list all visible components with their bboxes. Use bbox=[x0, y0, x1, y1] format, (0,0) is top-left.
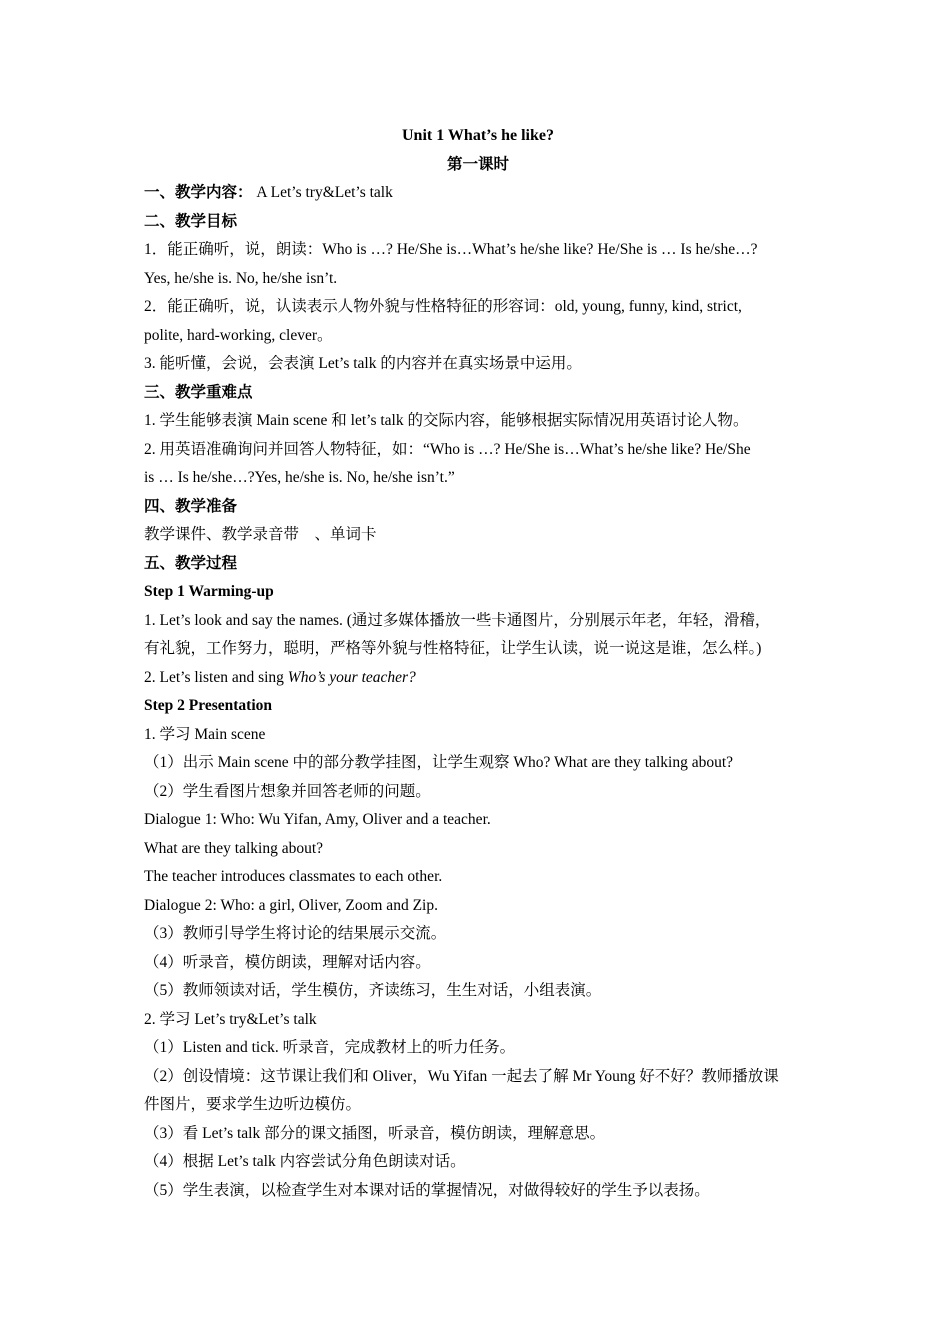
song-title: Who’s your teacher? bbox=[287, 668, 416, 686]
paragraph-line: （1）出示 Main scene 中的部分教学挂图，让学生观察 Who? What are they talking about? bbox=[144, 754, 734, 771]
paragraph-line: （4）根据 Let’s talk 内容尝试分角色朗读对话。 bbox=[144, 1153, 466, 1170]
section-heading: 四、教学准备 bbox=[144, 497, 238, 515]
section-teaching-content bbox=[144, 179, 812, 208]
section-heading: 二、教学目标 bbox=[144, 212, 238, 230]
paragraph-line: （3）看 Let’s talk 部分的课文插图，听录音，模仿朗读，理解意思。 bbox=[144, 1124, 606, 1142]
paragraph-line: （2）创设情境：这节课让我们和 Oliver，Wu Yifan 一起去了解 Mr Young 好不好？教师播放课 bbox=[144, 1067, 779, 1085]
section-heading: 一、教学内容： bbox=[144, 184, 253, 201]
paragraph-line: 2. 学习 Let’s try&Let’s talk bbox=[144, 1010, 317, 1028]
section-heading: 三、教学重难点 bbox=[144, 383, 253, 401]
paragraph-line: is … Is he/she…?Yes, he/she is. No, he/she isn’t.” bbox=[144, 469, 455, 486]
document-subtitle: 第一课时 bbox=[446, 155, 509, 173]
paragraph-line: （4）听录音，模仿朗读，理解对话内容。 bbox=[144, 953, 431, 971]
song-line bbox=[144, 664, 812, 693]
paragraph-line: （3）教师引导学生将讨论的结果展示交流。 bbox=[144, 925, 447, 942]
section-heading: 五、教学过程 bbox=[144, 554, 238, 572]
paragraph-line: 件图片，要求学生边听边模仿。 bbox=[144, 1096, 362, 1113]
paragraph-line: 1. Let’s look and say the names. (通过多媒体播放一些卡通图片，分别展示年老，年轻，滑稽， bbox=[144, 611, 771, 629]
paragraph-line: 1. 学习 Main scene bbox=[144, 725, 266, 743]
document-title: Unit 1 What’s he like? bbox=[401, 127, 554, 144]
paragraph-line: （2）学生看图片想象并回答老师的问题。 bbox=[144, 782, 431, 800]
paragraph-line: 教学课件、教学录音带 、单词卡 bbox=[144, 526, 377, 543]
paragraph-line: 1．能正确听，说，朗读：Who is …? He/She is…What’s he/she like? He/She is … Is he/she…? bbox=[144, 241, 758, 258]
paragraph-line: 1. 学生能够表演 Main scene 和 let’s talk 的交际内容，能够根据实际情况用英语讨论人物。 bbox=[144, 412, 749, 429]
paragraph-line: What are they talking about? bbox=[144, 839, 324, 857]
paragraph-line: Yes, he/she is. No, he/she isn’t. bbox=[144, 269, 338, 287]
section-text: A Let’s try&Let’s talk bbox=[252, 184, 393, 201]
paragraph-line: polite, hard-working, clever。 bbox=[144, 326, 333, 344]
paragraph-line: 有礼貌，工作努力，聪明，严格等外貌与性格特征，让学生认读，说一说这是谁，怎么样。) bbox=[144, 640, 762, 657]
paragraph-line: （5）学生表演，以检查学生对本课对话的掌握情况，对做得较好的学生予以表扬。 bbox=[144, 1181, 710, 1199]
paragraph-line: 3. 能听懂，会说，会表演 Let’s talk 的内容并在真实场景中运用。 bbox=[144, 355, 582, 372]
paragraph-line: The teacher introduces classmates to each other. bbox=[144, 868, 443, 885]
song-prefix: 2. Let’s listen and sing bbox=[144, 668, 288, 686]
paragraph-line: Dialogue 1: Who: Wu Yifan, Amy, Oliver and a teacher. bbox=[144, 811, 491, 828]
paragraph-line: Dialogue 2: Who: a girl, Oliver, Zoom and Zip. bbox=[144, 896, 438, 914]
document-body bbox=[144, 122, 812, 1205]
paragraph-line: 2. 用英语准确询问并回答人物特征，如：“Who is …? He/She is…What’s he/she like? He/She bbox=[144, 440, 751, 458]
paragraph-line: （1）Listen and tick. 听录音，完成教材上的听力任务。 bbox=[144, 1039, 516, 1056]
step-heading: Step 1 Warming-up bbox=[144, 583, 274, 600]
paragraph-line: （5）教师领读对话，学生模仿，齐读练习，生生对话，小组表演。 bbox=[144, 982, 602, 999]
step-heading: Step 2 Presentation bbox=[144, 697, 273, 714]
paragraph-line: 2．能正确听，说，认读表示人物外貌与性格特征的形容词：old, young, funny, kind, strict, bbox=[144, 298, 742, 315]
